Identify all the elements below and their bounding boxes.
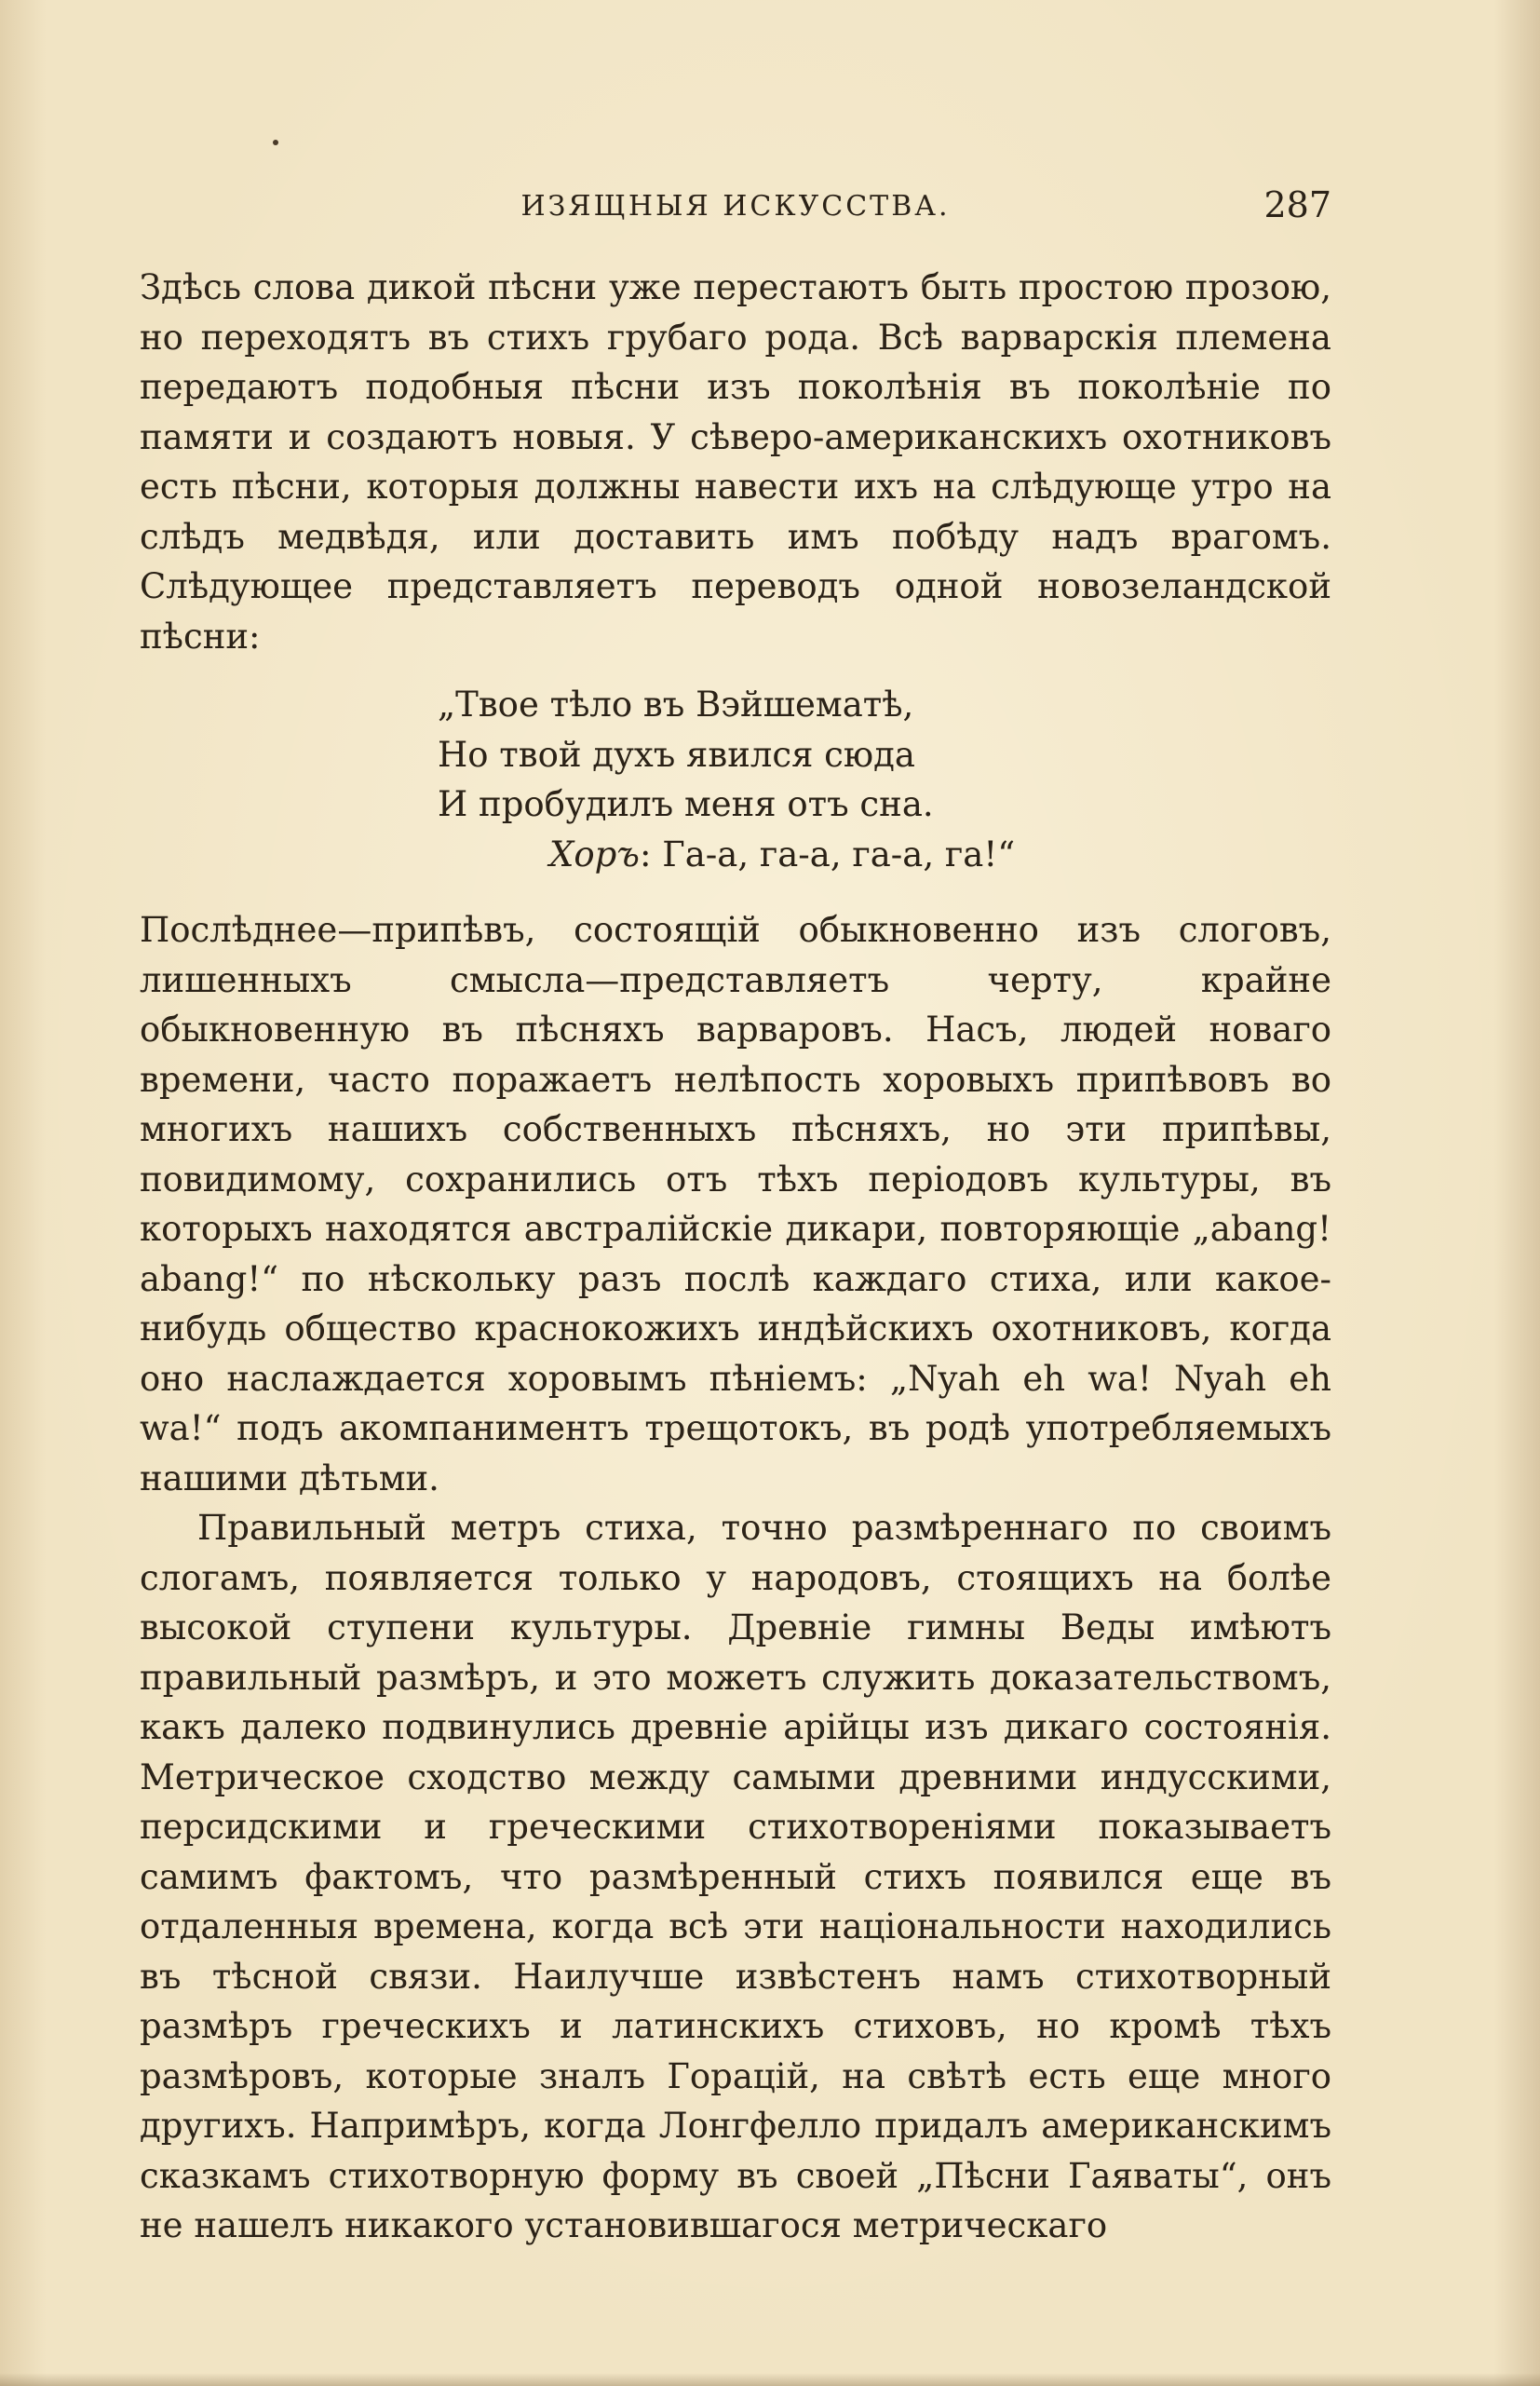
verse-line-3: И пробудилъ меня отъ сна. [438,784,934,824]
paragraph-3: Правильный метръ стиха, точно размѣреннаго по своимъ слогамъ, появляется только у народовъ, стоящихъ на болѣе высокой ступени культуры. Древніе гимны Веды имѣютъ правильный размѣръ, и это можетъ служить доказательствомъ, какъ далеко подвинулись древніе арійцы изъ дикаго состоянія. Метрическое сходство между самыми древними индусскими, персидскими и греческими стихотвореніями показываетъ самимъ фактомъ, что размѣренный стихъ появился еще въ отдаленныя времена, когда всѣ эти національности находились въ тѣсной связи. Наилучше извѣстенъ намъ стихотворный размѣръ греческихъ и латинскихъ стиховъ, но кромѣ тѣхъ размѣровъ, которые зналъ Горацій, на свѣтѣ есть еще много другихъ. Напримѣръ, когда Лонгфелло придалъ американскимъ сказкамъ стихотворную форму въ своей „Пѣсни Гаяваты“, онъ не нашелъ никакого установившагося метрическаго [140,1508,1331,2245]
ink-speck [273,140,278,145]
page-bottom-edge [0,2373,1540,2386]
chorus-label: Хоръ [549,834,640,874]
running-header [140,184,1331,231]
chorus-text: : Га-а, га-а, га-а, га!“ [639,834,1016,874]
running-title: ИЗЯЩНЫЯ ИСКУССТВА. [520,190,951,223]
verse-line-2: Но твой духъ явился сюда [438,734,915,775]
page-number: 287 [1263,184,1331,225]
verse-block [438,680,1331,879]
verse-chorus-line [438,830,1331,880]
verse-line-1: „Твое тѣло въ Вэйшематѣ, [438,685,914,725]
paragraph-1: Здѣсь слова дикой пѣсни уже перестаютъ быть простою прозою, но переходятъ въ стихъ грубаго рода. Всѣ варварскія племена передаютъ подобныя пѣсни изъ поколѣнія въ поколѣніе по памяти и создаютъ новыя. У сѣверо-американскихъ охотниковъ есть пѣсни, которыя должны навести ихъ на слѣдующе утро на слѣдъ медвѣдя, или доставить имъ побѣду надъ врагомъ. Слѣдующее представляетъ переводъ одной новозеландской пѣсни: [140,267,1331,657]
body-text [140,263,1331,2251]
paragraph-2: Послѣднее—припѣвъ, состоящій обыкновенно изъ слоговъ, лишенныхъ смысла—представляетъ черту, крайне обыкновенную въ пѣсняхъ варваровъ. Насъ, людей новаго времени, часто поражаетъ нелѣпость хоровыхъ припѣвовъ во многихъ нашихъ собственныхъ пѣсняхъ, но эти припѣвы, повидимому, сохранились отъ тѣхъ періодовъ культуры, въ которыхъ находятся австралійскіе дикари, повторяющіе „abang! abang!“ по нѣскольку разъ послѣ каждаго стиха, или какое-нибудь общество краснокожихъ индѣйскихъ охотниковъ, когда оно наслаждается хоровымъ пѣніемъ: „Nyah eh wa! Nyah eh wa!“ подъ акомпаниментъ трещотокъ, въ родѣ употребляемыхъ нашими дѣтьми. [140,910,1331,1498]
